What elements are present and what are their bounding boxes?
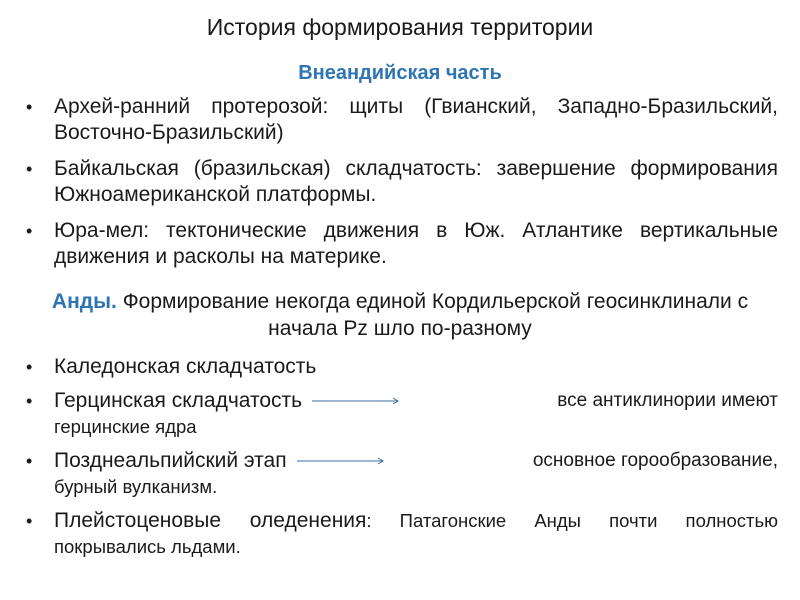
bullet-icon: • <box>26 357 33 377</box>
bullet-icon: • <box>26 97 33 117</box>
andes-paragraph <box>40 288 760 342</box>
list-item-row <box>54 388 778 414</box>
section-heading-extra-andean: Внеандийская часть <box>298 62 502 84</box>
bullet-icon: • <box>26 511 33 531</box>
bullet-icon: • <box>26 451 33 471</box>
list-item-text: : Патагонские Анды почти полностью покрывались льдами. <box>54 510 778 557</box>
bullet-icon: • <box>26 221 33 241</box>
list-item <box>22 218 778 270</box>
list-item-text: Байкальская (бразильская) складчатость: завершение формирования Южноамериканской платформы. <box>54 157 778 206</box>
andes-text: Формирование некогда единой Кордильерской геосинклинали с начала Pz шло по-разному <box>116 290 749 340</box>
right-arrow-icon <box>312 396 402 406</box>
page-title: История формирования территории <box>206 14 594 40</box>
list-item <box>22 508 778 560</box>
list-item-note: все антиклинории имеют <box>557 390 778 411</box>
list-item-text: Каледонская складчатость <box>54 355 317 378</box>
list-item-note-cont: герцинские ядра <box>54 416 197 437</box>
list-item-note: основное горообразование, <box>532 450 778 471</box>
list-item-lead: Плейстоценовые оледенения <box>54 509 367 532</box>
list-item-row <box>54 448 778 474</box>
right-arrow-icon <box>297 456 387 466</box>
list-item <box>22 94 778 146</box>
list-item <box>22 354 778 380</box>
bullet-icon: • <box>26 159 33 179</box>
list-item-text: Юра-мел: тектонические движения в Юж. Атлантике вертикальные движения и расколы на материке. <box>54 219 778 268</box>
list-item-note-cont: бурный вулканизм. <box>54 476 218 497</box>
list-item-lead: Герцинская складчатость <box>54 389 303 412</box>
list-item <box>22 156 778 208</box>
andes-heading: Анды. <box>51 290 117 313</box>
list-item <box>22 448 778 500</box>
list-item-lead: Позднеальпийский этап <box>54 449 287 472</box>
list-item <box>22 388 778 440</box>
bullet-list-andes <box>22 354 778 568</box>
bullet-icon: • <box>26 391 33 411</box>
bullet-list-extra-andean <box>22 94 778 280</box>
list-item-text: Архей-ранний протерозой: щиты (Гвианский, Западно-Бразильский, Восточно-Бразильский) <box>54 95 778 144</box>
